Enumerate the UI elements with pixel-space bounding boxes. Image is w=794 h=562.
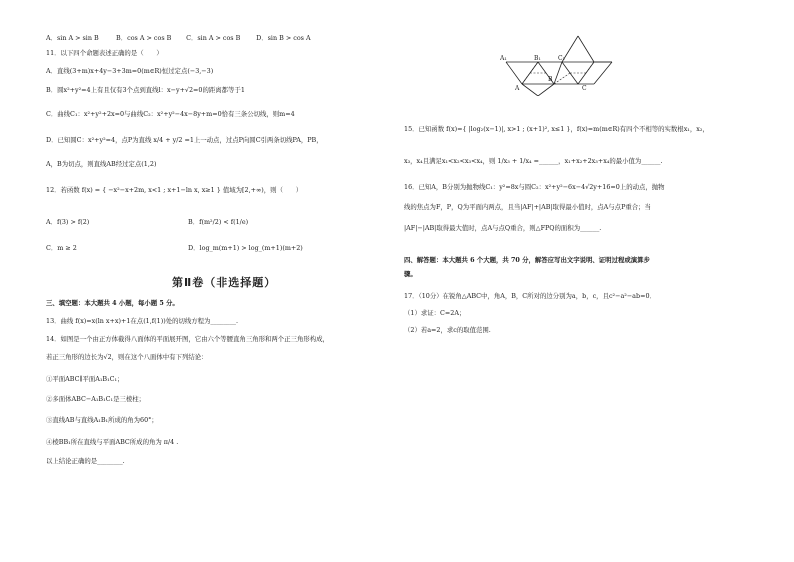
q10-options [46,34,336,43]
q16-line1: 16．已知A，B分别为抛物线C₁：y²=8x与圆C₂：x²+y²−6x−4√2y+16=0上的动点，抛物 [404,183,665,191]
q14-statement-3: ③直线AB与直线A₁B₁所成的角为60°； [46,416,158,424]
q12-option-c: C．m ≥ 2 [46,244,77,252]
section4-title: 四、解答题：本大题共 6 个大题，共 70 分，解答应写出文字说明、证明过程或演算步 [404,256,650,264]
q14-line1: 14．如图是一个由正方体截得八面体的平面展开图，它由六个等腰直角三角形和两个正三角形构成， [46,335,329,343]
q12-options-row1 [46,218,248,227]
q10-option-d: D．sin B > cos A [256,34,311,42]
section3-title: 三、填空题：本大题共 4 小题，每小题 5 分。 [46,299,179,307]
q17-stem: 17．（10分）在锐角△ABC中，角A，B，C所对的边分别为a，b，c，且c²−a²−ab=0． [404,292,656,300]
q14-line2: 若正三角形的边长为√2，则在这个八面体中有下列结论： [46,353,208,361]
q12-option-d: D．log_m(m+1) > log_(m+1)(m+2) [188,244,303,252]
q11-option-d-line2: A，B为切点，则直线AB经过定点(1,2) [46,160,157,168]
q11-stem: 11．以下四个命题表述正确的是（ ） [46,49,163,57]
q16-line3: |AF|−|AB|取得最大值时，点A与点Q重合，则△FPQ的面积为______. [404,224,602,232]
section4-title-cont: 骤。 [404,270,417,278]
q14-statement-4: ④棱BB₁所在直线与平面ABC所成的角为 π/4 . [46,438,179,446]
label-b1: B₁ [534,55,541,62]
label-c1: C₁ [558,55,565,62]
q17-part2: （2）若a=2，求c的取值范围. [404,326,491,334]
label-a: A [515,85,520,92]
q10-option-c: C．sin A > cos B [186,34,241,42]
q11-option-c: C．曲线C₁：x²+y²+2x=0与曲线C₂：x²+y²−4x−8y+m=0恰有三条公切线，则m=4 [46,110,295,118]
q13: 13．曲线 f(x)=x(ln x+x)+1在点(1,f(1))处的切线方程为________. [46,317,239,325]
q12-options-row2 [46,244,303,253]
part2-title: 第Ⅱ卷（非选择题） [172,276,277,289]
octahedron-net-figure [500,34,620,96]
q15-line2: x₃，x₄且满足x₁<x₂<x₃<x₄，则 1/x₃ + 1/x₄ =______，x₁+x₂+2x₃+x₄的最小值为______. [404,157,663,165]
q10-option-a: A．sin A > sin B [46,34,99,42]
label-b: B [548,76,553,83]
q11-option-b: B．圆x²+y²=4上有且仅有3个点到直线l：x−y+√2=0的距离都等于1 [46,86,245,94]
label-c: C [582,85,587,92]
q12-option-a: A．f(3) > f(2) [46,218,90,226]
q17-part1: （1）求证：C=2A； [404,309,466,317]
q11-option-d-line1: D．已知圆C：x²+y²=4，点P为直线 x/4 + y/2 =1上一动点，过点P向圆C引两条切线PA，PB， [46,136,323,144]
q14-statement-1: ①平面ABC∥平面A₁B₁C₁； [46,375,124,383]
q12-option-b: B．f(m²/2) < f(1/e) [188,218,249,226]
q10-option-b: B．cos A > cos B [116,34,172,42]
label-a1: A₁ [500,55,507,62]
q11-option-a: A．直线(3+m)x+4y−3+3m=0(m∈R)恒过定点(−3,−3) [46,67,214,75]
q14-statement-2: ②多面体ABC−A₁B₁C₁是三棱柱； [46,395,146,403]
q16-line2: 线的焦点为F，P，Q为平面内两点，且当|AF|+|AB|取得最小值时，点A与点P重合；当 [404,203,651,211]
q12-stem: 12．若函数 f(x) = { −x²−x+2m, x<1 ; x+1−ln x, x≥1 } 值域为[2,+∞)，则（ ） [46,186,303,194]
q15-line1: 15．已知函数 f(x)={ |log₂(x−1)|, x>1 ; (x+1)², x≤1 }，f(x)=m(m∈R)有四个不相等的实数根x₁，x₂， [404,125,709,133]
q14-conclusion: 以上结论正确的是________. [46,457,125,465]
